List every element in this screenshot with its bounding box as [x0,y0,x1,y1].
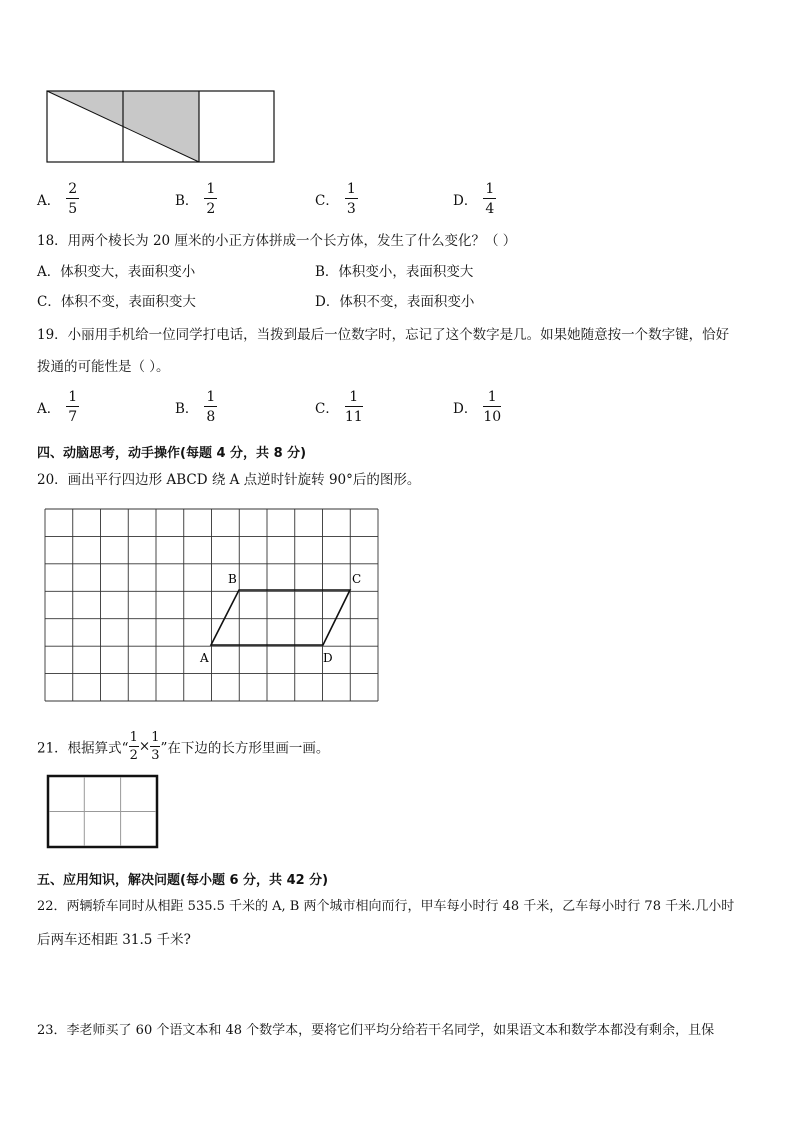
q18-option-c[interactable]: C．体积不变，表面积变大 [37,294,196,310]
q17-option-d[interactable]: D． $\frac{1}{4}$ [453,181,495,217]
fraction-half: $\frac{1}{2}$ [129,730,138,763]
fraction: $\frac{1}{8}$ [206,389,216,425]
q19-question-line2: 拨通的可能性是（ ）。 [37,359,170,375]
fraction: $\frac{2}{5}$ [68,181,78,217]
vertex-label-c: C [352,572,362,586]
fraction: $\frac{1}{2}$ [206,181,216,217]
vertex-label-b: B [228,572,237,586]
q19-option-a[interactable]: A． $\frac{1}{7}$ [37,389,78,425]
section5-heading: 五、应用知识，解决问题(每小题 6 分，共 42 分) [37,873,329,888]
q19-question-line1: 19．小丽用手机给一位同学打电话，当拨到最后一位数字时，忘记了这个数字是几。如果她随意按一个数字键，恰好 [37,327,730,343]
q17-option-a[interactable]: A． $\frac{2}{5}$ [37,181,78,217]
grid-lines [45,509,378,701]
q17-option-c[interactable]: C． $\frac{1}{3}$ [315,181,356,217]
fraction: $\frac{1}{4}$ [485,181,495,217]
q18-question: 18．用两个棱长为 20 厘米的小正方体拼成一个长方体，发生了什么变化？（ ） [37,233,517,249]
q19-option-b[interactable]: B． $\frac{1}{8}$ [175,389,216,425]
vertex-label-d: D [323,651,333,665]
q20-grid-figure [43,507,381,703]
q17-option-b[interactable]: B． $\frac{1}{2}$ [175,181,216,217]
q18-option-d[interactable]: D．体积不变，表面积变小 [315,294,475,310]
q22-question-line2: 后两车还相距 31.5 千米? [37,932,191,948]
q23-question-line1: 23．李老师买了 60 个语文本和 48 个数学本，要将它们平均分给若干名同学，如果语文本和数学本都没有剩余，且保 [37,1023,715,1038]
parallelogram-abcd [211,590,350,645]
section4-heading: 四、动脑思考，动手操作(每题 4 分，共 8 分) [37,446,307,461]
q20-question: 20．画出平行四边形 ABCD 绕 A 点逆时针旋转 90°后的图形。 [37,472,421,488]
q18-option-a[interactable]: A．体积变大，表面积变小 [37,264,196,280]
fraction: $\frac{1}{10}$ [483,389,502,425]
fraction: $\frac{1}{11}$ [344,389,363,425]
vertex-label-a: A [200,651,209,665]
q21-question: 21．根据算式“ $\frac{1}{2}$ × $\frac{1}{3}$ ”在下边的长方形里画一画。 [37,730,330,763]
fraction: $\frac{1}{7}$ [68,389,78,425]
q19-option-d[interactable]: D． $\frac{1}{10}$ [453,389,502,425]
q21-rectangle[interactable] [46,774,160,850]
q18-option-b[interactable]: B．体积变小，表面积变大 [315,264,474,280]
q17-figure [45,89,277,165]
fraction: $\frac{1}{3}$ [346,181,356,217]
q19-option-c[interactable]: C． $\frac{1}{11}$ [315,389,363,425]
fraction-third: $\frac{1}{3}$ [151,730,160,763]
q22-question-line1: 22．两辆轿车同时从相距 535.5 千米的 A, B 两个城市相向而行，甲车每小时行 48 千米，乙车每小时行 78 千米.几小时 [37,899,735,914]
